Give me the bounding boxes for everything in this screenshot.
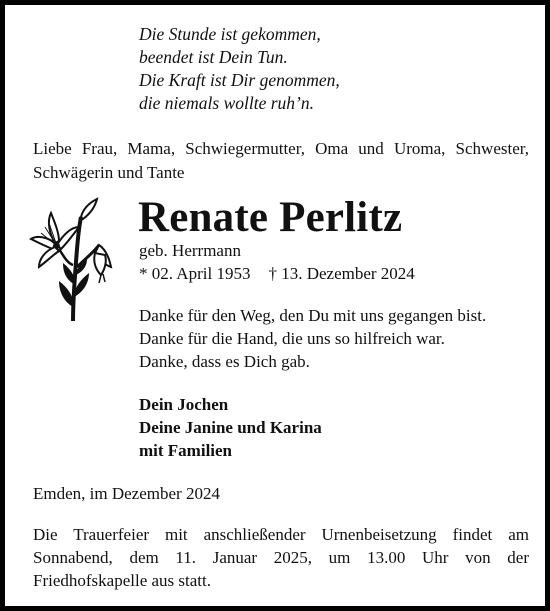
poem-line: Die Stunde ist gekommen, (139, 24, 321, 44)
place-and-date: Emden, im Dezember 2024 (33, 484, 220, 503)
birth-date: * 02. April 1953 (139, 264, 251, 283)
thanks-line: Danke für die Hand, die uns so hilfreich war. (139, 329, 445, 348)
mourners-signature (139, 393, 322, 462)
lily-flower-icon (29, 197, 113, 323)
signer-line: mit Familien (139, 441, 233, 460)
thanks-line: Danke, dass es Dich gab. (139, 352, 310, 371)
birth-name: geb. Herrmann (139, 241, 241, 260)
thanks-line: Danke für den Weg, den Du mit uns gegangen bist. (139, 306, 487, 325)
deceased-name: Renate Perlitz (138, 194, 403, 241)
thanks-verse (139, 304, 486, 373)
poem-line: Die Kraft ist Dir genommen, (139, 70, 340, 90)
death-date: † 13. Dezember 2024 (268, 264, 415, 283)
poem-line: beendet ist Dein Tun. (139, 47, 288, 67)
poem-line: die niemals wollte ruh’n. (139, 93, 314, 113)
signer-line: Dein Jochen (139, 395, 229, 414)
life-dates (139, 263, 415, 285)
memorial-poem (139, 23, 340, 115)
relationship-intro: Liebe Frau, Mama, Schwiegermutter, Oma und Uroma, Schwester, Schwägerin und Tante (33, 139, 529, 182)
funeral-announcement: Die Trauerfeier mit anschließender Urnenbeisetzung findet am Sonnabend, dem 11. Januar 2025, um 13.00 Uhr von der Friedhofskapelle aus statt. (33, 525, 529, 590)
signer-line: Deine Janine und Karina (139, 418, 322, 437)
